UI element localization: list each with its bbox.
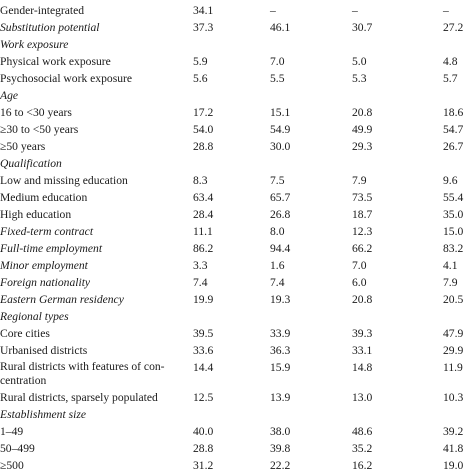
table-cell: 19.0	[443, 459, 464, 472]
table-row	[0, 155, 474, 172]
table-cell: 30.7	[352, 21, 373, 34]
table-cell: 33.1	[352, 344, 373, 357]
table-cell: 4.8	[443, 55, 458, 68]
table-row	[0, 36, 474, 53]
row-label: Age	[0, 89, 19, 102]
table-cell: 17.2	[193, 106, 214, 119]
table-row	[0, 291, 474, 308]
table-cell: 40.0	[193, 425, 214, 438]
table-cell: 26.8	[270, 208, 291, 221]
row-label: Establishment size	[0, 408, 86, 421]
data-table	[0, 2, 474, 472]
table-cell: 35.2	[352, 442, 373, 455]
table-cell: 35.0	[443, 208, 464, 221]
table-cell: 15.9	[270, 361, 291, 374]
table-cell: –	[443, 4, 449, 17]
table-cell: 18.7	[352, 208, 373, 221]
table-cell: 13.0	[352, 391, 373, 404]
table-cell: 55.4	[443, 191, 464, 204]
table-cell: –	[270, 4, 276, 17]
row-label: High education	[0, 208, 72, 221]
table-row	[0, 87, 474, 104]
table-cell: 65.7	[270, 191, 291, 204]
table-cell: 94.4	[270, 242, 291, 255]
row-label: 16 to <30 years	[0, 106, 72, 119]
table-cell: 66.2	[352, 242, 373, 255]
table-cell: 8.0	[270, 225, 285, 238]
row-label: Rural districts with features of con-centration	[0, 360, 165, 387]
table-cell: 14.8	[352, 361, 373, 374]
row-label: ≥30 to <50 years	[0, 123, 79, 136]
row-label: Qualification	[0, 157, 62, 170]
table-row	[0, 121, 474, 138]
row-label: Psychosocial work exposure	[0, 72, 133, 85]
table-row	[0, 406, 474, 423]
row-label: Eastern German residency	[0, 293, 124, 306]
table-cell: 1.6	[270, 259, 285, 272]
table-cell: 48.6	[352, 425, 373, 438]
row-label: Gender-integrated	[0, 4, 85, 17]
table-cell: 9.6	[443, 174, 458, 187]
table-cell: 5.7	[443, 72, 458, 85]
row-label: Minor employment	[0, 259, 88, 272]
table-cell: 5.9	[193, 55, 208, 68]
table-cell: 33.6	[193, 344, 214, 357]
row-label: Foreign nationality	[0, 276, 91, 289]
table-cell: 63.4	[193, 191, 214, 204]
table-cell: 19.3	[270, 293, 291, 306]
table-cell: 12.5	[193, 391, 214, 404]
row-label: Rural districts, sparsely populated	[0, 391, 158, 404]
table-row	[0, 359, 474, 389]
table-row	[0, 389, 474, 406]
table-row	[0, 70, 474, 87]
row-label: Full-time employment	[0, 242, 103, 255]
table-cell: 7.0	[270, 55, 285, 68]
table-cell: 14.4	[193, 361, 214, 374]
table-cell: 54.7	[443, 123, 464, 136]
table-row	[0, 440, 474, 457]
table-cell: 20.8	[352, 106, 373, 119]
row-label: 50–499	[0, 442, 35, 455]
table-cell: 37.3	[193, 21, 214, 34]
table-cell: 54.9	[270, 123, 291, 136]
table-cell: 8.3	[193, 174, 208, 187]
table-cell: 73.5	[352, 191, 373, 204]
row-label: Work exposure	[0, 38, 69, 51]
table-cell: 39.5	[193, 327, 214, 340]
table-cell: 28.8	[193, 140, 214, 153]
table-cell: 4.1	[443, 259, 458, 272]
table-cell: 49.9	[352, 123, 373, 136]
table-cell: 36.3	[270, 344, 291, 357]
table-cell: 39.8	[270, 442, 291, 455]
table-cell: 46.1	[270, 21, 291, 34]
table-cell: 15.0	[443, 225, 464, 238]
table-row	[0, 53, 474, 70]
row-label: Urbanised districts	[0, 344, 88, 357]
table-cell: 5.0	[352, 55, 367, 68]
table-cell: 29.3	[352, 140, 373, 153]
row-label: Medium education	[0, 191, 88, 204]
table-cell: 54.0	[193, 123, 214, 136]
table-row	[0, 274, 474, 291]
row-label: Physical work exposure	[0, 55, 111, 68]
table-cell: 7.0	[352, 259, 367, 272]
table-row	[0, 240, 474, 257]
table-cell: 11.1	[193, 225, 213, 238]
table-row	[0, 223, 474, 240]
table-cell: 10.3	[443, 391, 464, 404]
table-cell: 33.9	[270, 327, 291, 340]
table-cell: 12.3	[352, 225, 373, 238]
table-row	[0, 2, 474, 19]
table-cell: –	[352, 4, 358, 17]
table-cell: 7.4	[193, 276, 208, 289]
row-label: Substitution potential	[0, 21, 100, 34]
table-cell: 31.2	[193, 459, 214, 472]
table-cell: 5.6	[193, 72, 208, 85]
table-cell: 15.1	[270, 106, 291, 119]
table-cell: 47.9	[443, 327, 464, 340]
table-cell: 6.0	[352, 276, 367, 289]
table-cell: 26.7	[443, 140, 464, 153]
table-cell: 41.8	[443, 442, 464, 455]
row-label: ≥50 years	[0, 140, 46, 153]
table-cell: 38.0	[270, 425, 291, 438]
table-cell: 7.4	[270, 276, 285, 289]
table-row	[0, 457, 474, 472]
row-label: 1–49	[0, 425, 24, 438]
table-cell: 29.9	[443, 344, 464, 357]
table-row	[0, 257, 474, 274]
table-cell: 86.2	[193, 242, 214, 255]
table-row	[0, 342, 474, 359]
table-row	[0, 19, 474, 36]
row-label: ≥500	[0, 459, 24, 472]
table-cell: 39.3	[352, 327, 373, 340]
table-cell: 39.2	[443, 425, 464, 438]
row-label: Fixed-term contract	[0, 225, 94, 238]
table-cell: 18.6	[443, 106, 464, 119]
table-row	[0, 172, 474, 189]
row-label: Low and missing education	[0, 174, 128, 187]
table-cell: 20.8	[352, 293, 373, 306]
table-row	[0, 138, 474, 155]
table-cell: 28.8	[193, 442, 214, 455]
table-cell: 7.9	[443, 276, 458, 289]
table-cell: 3.3	[193, 259, 208, 272]
table-row	[0, 206, 474, 223]
table-cell: 28.4	[193, 208, 214, 221]
table-cell: 11.9	[443, 361, 463, 374]
table-row	[0, 325, 474, 342]
table-row	[0, 189, 474, 206]
table-cell: 16.2	[352, 459, 373, 472]
table-cell: 27.2	[443, 21, 464, 34]
table-row	[0, 104, 474, 121]
table-cell: 20.5	[443, 293, 464, 306]
table-row	[0, 308, 474, 325]
row-label: Regional types	[0, 310, 69, 323]
row-label: Core cities	[0, 327, 50, 340]
table-cell: 19.9	[193, 293, 214, 306]
table-cell: 13.9	[270, 391, 291, 404]
table-cell: 5.5	[270, 72, 285, 85]
table-cell: 34.1	[193, 4, 214, 17]
table-cell: 22.2	[270, 459, 291, 472]
table-cell: 30.0	[270, 140, 291, 153]
table-cell: 7.9	[352, 174, 367, 187]
table-row	[0, 423, 474, 440]
table-cell: 7.5	[270, 174, 285, 187]
table-cell: 5.3	[352, 72, 367, 85]
table-cell: 83.2	[443, 242, 464, 255]
